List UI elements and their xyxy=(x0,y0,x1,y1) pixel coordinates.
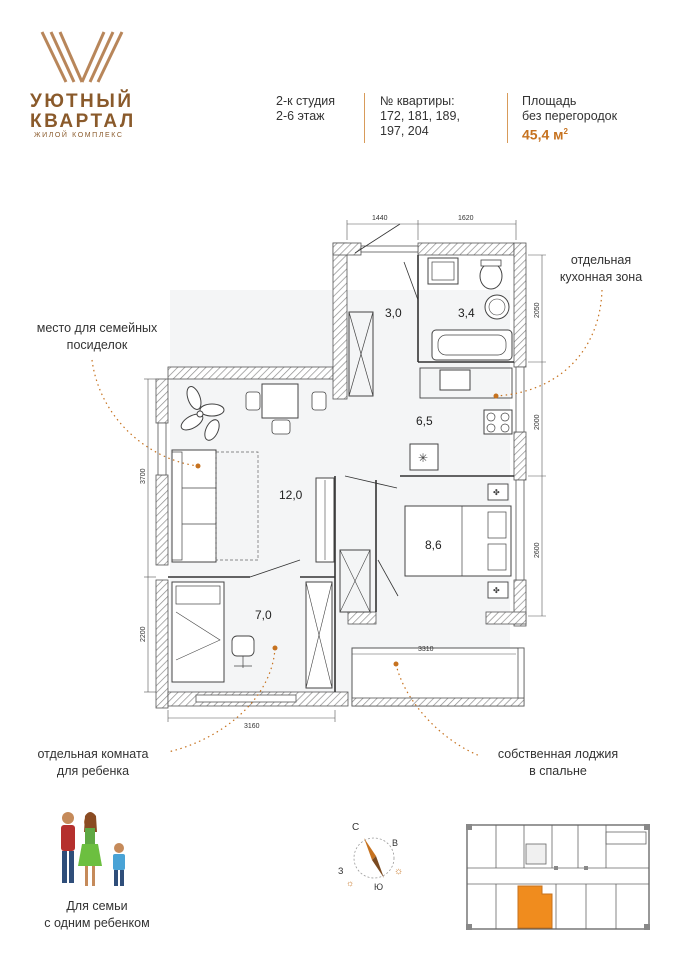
loggia-wall xyxy=(352,698,524,706)
dimension-label: 1440 xyxy=(372,215,388,222)
wall xyxy=(418,243,514,255)
compass-east: В xyxy=(392,838,399,848)
wall xyxy=(514,432,526,480)
note-loggia xyxy=(478,746,638,780)
apartment-type-line1: 2-к студия xyxy=(276,94,336,108)
dimension-label: 3160 xyxy=(244,723,260,730)
dimension-label: 2600 xyxy=(534,542,541,558)
room-area-kitchen: 6,5 xyxy=(416,414,433,428)
svg-text:✤: ✤ xyxy=(493,488,500,497)
sink xyxy=(485,295,509,319)
compass-west: З xyxy=(338,866,344,876)
brand-name-line2: КВАРТАЛ xyxy=(30,111,136,132)
dining-table xyxy=(262,384,298,418)
svg-text:✳: ✳ xyxy=(418,451,429,465)
svg-text:✤: ✤ xyxy=(493,586,500,595)
note-kitchen-line1: отдельная xyxy=(570,253,632,267)
note-loggia-line1: собственная лоджия xyxy=(497,747,619,761)
wall xyxy=(156,475,168,565)
apartment-numbers-title: № квартиры: xyxy=(380,94,455,108)
room-area-kids: 7,0 xyxy=(255,608,272,622)
sofa xyxy=(172,450,216,562)
kitchen-sink xyxy=(440,370,470,390)
note-family-line2: посиделок xyxy=(66,338,128,352)
compass-icon xyxy=(330,820,420,900)
dimension-label: 3700 xyxy=(140,468,147,484)
room-area-hall: 3,0 xyxy=(385,306,402,320)
wall xyxy=(486,612,526,624)
window xyxy=(361,246,418,252)
note-kids-line1: отдельная комната xyxy=(37,747,149,761)
wall xyxy=(514,243,526,367)
apartment-numbers-line1: 172, 181, 189, xyxy=(380,109,460,123)
wall xyxy=(348,612,376,624)
family-type-line2: с одним ребенком xyxy=(44,916,150,930)
compass-north: С xyxy=(352,822,360,833)
brand-subtitle: ЖИЛОЙ КОМПЛЕКС xyxy=(34,132,124,139)
note-family xyxy=(22,320,172,354)
svg-text:☼: ☼ xyxy=(346,878,355,888)
chair xyxy=(312,392,326,410)
wall xyxy=(333,243,361,255)
room-area-bedroom: 8,6 xyxy=(425,538,442,552)
room-area-living: 12,0 xyxy=(279,488,303,502)
wall xyxy=(333,243,347,399)
window xyxy=(516,367,524,432)
bathtub xyxy=(432,330,512,360)
wall xyxy=(168,367,333,379)
dimension-label: 2050 xyxy=(534,302,541,318)
desk-chair xyxy=(232,636,254,656)
key-floor-plan xyxy=(466,824,650,930)
chair xyxy=(272,420,290,434)
family-icon xyxy=(48,808,140,896)
wall xyxy=(156,580,168,708)
chair xyxy=(246,392,260,410)
area-title-line1: Площадь xyxy=(522,94,577,108)
loggia-glazing xyxy=(518,648,524,698)
single-bed xyxy=(172,582,224,682)
family-type-caption xyxy=(22,898,172,932)
note-loggia-line2: в спальне xyxy=(529,764,587,778)
window xyxy=(516,480,524,580)
room-area-bathroom: 3,4 xyxy=(458,306,475,320)
svg-text:☼: ☼ xyxy=(394,866,404,877)
area-value-text: 45,4 м xyxy=(522,126,564,143)
apartment-numbers-line2: 197, 204 xyxy=(380,124,429,138)
dimension-label: 2000 xyxy=(534,414,541,430)
dimension-label: 3310 xyxy=(418,646,434,653)
note-kids-line2: для ребенка xyxy=(56,764,130,778)
family-type-line1: Для семьи xyxy=(66,899,128,913)
toilet xyxy=(480,263,502,289)
dimension-label: 2200 xyxy=(140,626,147,642)
loggia-outline xyxy=(352,648,524,706)
note-kitchen-line2: кухонная зона xyxy=(559,270,643,284)
note-kids xyxy=(18,746,168,780)
note-kitchen xyxy=(556,252,646,286)
brand-name-line1: УЮТНЫЙ xyxy=(30,91,134,112)
dimension-label: 1620 xyxy=(458,215,474,222)
area-title-line2: без перегородок xyxy=(522,109,618,123)
compass-south: Ю xyxy=(374,882,384,892)
floor-range: 2-6 этаж xyxy=(276,109,325,123)
double-bed xyxy=(405,506,511,576)
area-unit-sup: 2 xyxy=(563,127,568,136)
window xyxy=(196,695,296,702)
note-family-line1: место для семейных xyxy=(36,321,158,335)
window xyxy=(158,423,166,475)
wall xyxy=(156,379,168,423)
